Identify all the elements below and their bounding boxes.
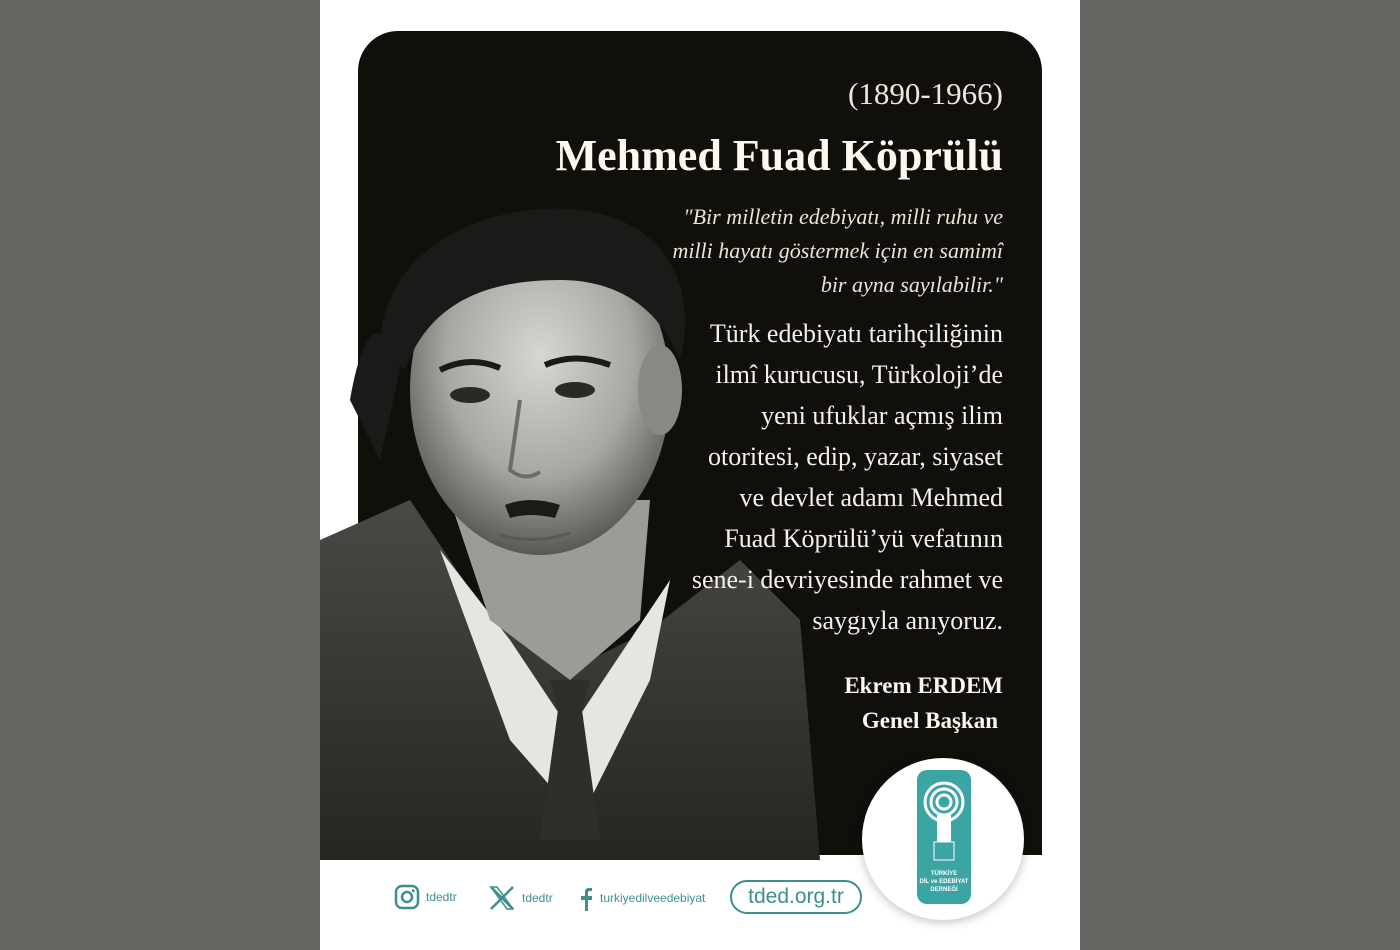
- tribute-line: otoritesi, edip, yazar, siyaset: [708, 442, 1003, 471]
- years-heading: (1890-1966): [848, 76, 1003, 111]
- signatory-title: Genel Başkan: [861, 708, 998, 733]
- memorial-card: [320, 0, 1080, 950]
- quote-line: "Bir milletin edebiyatı, milli ruhu ve: [683, 204, 1003, 229]
- facebook-link[interactable]: [578, 884, 705, 912]
- instagram-handle: tdedtr: [426, 890, 457, 904]
- website-link[interactable]: tded.org.tr: [730, 880, 862, 914]
- tribute-text: [623, 313, 1003, 641]
- quote-line: milli hayatı göstermek için en samimî: [672, 238, 1003, 263]
- footer-bar: [320, 860, 1080, 936]
- signatory-name: Ekrem ERDEM: [844, 673, 1003, 698]
- instagram-link[interactable]: [394, 884, 457, 910]
- quote-line: bir ayna sayılabilir.": [820, 272, 1003, 297]
- facebook-icon: [578, 884, 594, 912]
- tribute-line: sene-i devriyesinde rahmet ve: [691, 565, 1003, 594]
- tribute-line: saygıyla anıyoruz.: [812, 606, 1003, 635]
- tribute-line: Fuad Köprülü’yü vefatının: [724, 524, 1003, 553]
- instagram-icon: [394, 884, 420, 910]
- tribute-line: ve devlet adamı Mehmed: [739, 483, 1003, 512]
- facebook-handle: turkiyedilveedebiyat: [600, 891, 706, 905]
- x-handle: tdedtr: [522, 891, 553, 905]
- x-link[interactable]: [488, 884, 553, 912]
- logo-line: DİL ve EDEBİYAT: [919, 879, 969, 885]
- tribute-line: Türk edebiyatı tarihçiliğinin: [709, 319, 1003, 348]
- x-icon: [488, 884, 516, 912]
- logo-line: TÜRKİYE: [930, 871, 958, 877]
- tribute-line: yeni ufuklar açmış ilim: [761, 401, 1003, 430]
- tribute-line: ilmî kurucusu, Türkoloji’de: [715, 360, 1003, 389]
- person-name-heading: Mehmed Fuad Köprülü: [555, 131, 1003, 180]
- logo-line: DERNEĞİ: [930, 887, 958, 893]
- quote-text: [623, 200, 1003, 302]
